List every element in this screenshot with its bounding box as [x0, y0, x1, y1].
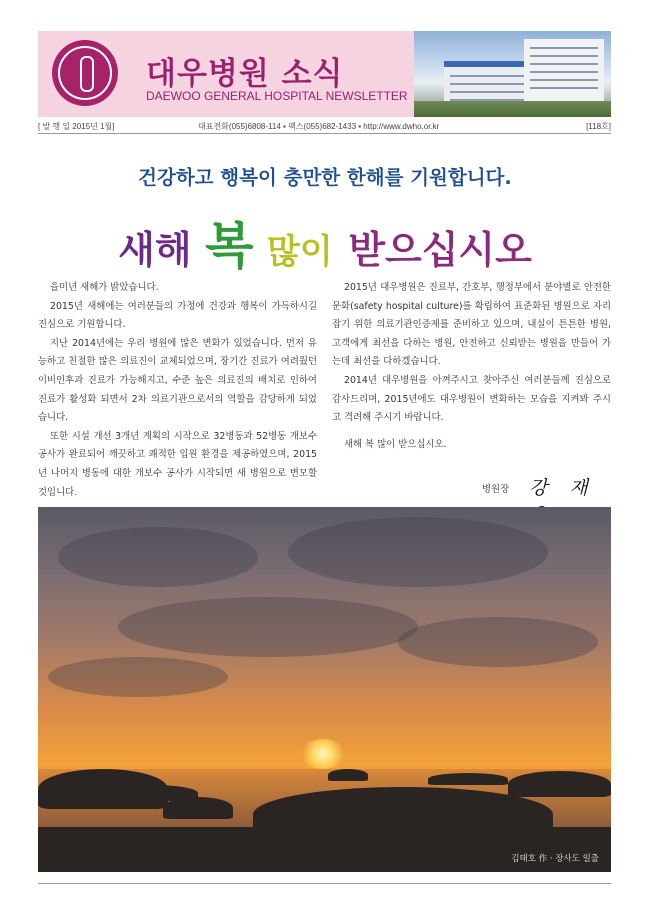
headline: 건강하고 행복이 충만한 한해를 기원합니다.	[138, 166, 512, 189]
signer-role: 병원장	[482, 484, 510, 495]
issue-info-bar	[38, 119, 611, 134]
greeting-word: 복	[205, 216, 254, 275]
newsletter-title: 대우병원 소식	[146, 56, 344, 92]
issue-date: [ 발 행 일 2015년 1월]	[38, 122, 115, 131]
footer-divider	[38, 883, 611, 884]
paragraph: 2014년 대우병원을 아껴주시고 찾아주신 여러분들께 진심으로 감사드리며, 2015년에도 대우병원이 변화하는 모습을 지켜봐 주시고 격려해 주시기 바랍니다.	[332, 374, 611, 424]
issue-number: [118호]	[586, 122, 611, 131]
paragraph: 을미년 새해가 밝았습니다.	[50, 282, 159, 293]
article-column-right	[332, 279, 611, 454]
greeting-word: 새해	[118, 227, 192, 272]
newsletter-banner	[38, 31, 611, 117]
hospital-logo	[52, 40, 118, 106]
signature-block	[332, 477, 611, 501]
hospital-building-photo	[414, 31, 611, 117]
photo-caption: 김태호 作 · 장사도 일출	[511, 854, 599, 864]
greeting-word: 많이	[267, 232, 333, 272]
greeting-word: 받으십시오	[348, 227, 532, 272]
handwritten-signature: 강 재	[529, 477, 596, 499]
paragraph: 2015년 대우병원은 진료부, 간호부, 행정부에서 분야별로 안전한 문화(safety hospital culture)를 확립하여 표준화된 병원으로 자리 잡기 위한 의료기관인증제를 준비하고 있으며, 내실이 튼튼한 병원, 고객에게 최선을 다하는 병원, 안전하고 신뢰받는 병원을 만들어 가는데 최선을 다하겠습니다.	[332, 282, 611, 368]
article-column-left	[38, 279, 317, 502]
newsletter-subtitle: DAEWOO GENERAL HOSPITAL NEWSLETTER	[146, 89, 408, 103]
contact-info: 대표전화(055)6808-114 ▪ 팩스(055)682-1433 ▪ http://www.dwho.or.kr	[198, 122, 440, 131]
new-year-greeting	[0, 206, 650, 278]
paragraph: 새해 복 많이 받으십시오.	[344, 438, 447, 450]
paragraph: 지난 2014년에는 우리 병원에 많은 변화가 있었습니다. 먼저 유능하고 친절한 많은 의료진이 교체되었으며, 장기간 진료가 여려웠던 이비인후과 진료가 가능해지고, 수준 높은 의료진의 배치로 인하여 진료가 활성화 되면서 2차 의료기관으로서의 역할을 감당하게 되었습니다.	[38, 337, 317, 424]
paragraph: 또한 시설 개선 3개년 계획의 시작으로 32병동과 52병동 개보수공사가 완료되어 깨끗하고 쾌적한 입원 환경을 제공하였으며, 2015년 나머지 병동에 대한 개보수 공사가 시작되면 새 병원으로 변모할 것입니다.	[38, 430, 317, 498]
paragraph: 2015년 새해에는 여러분들의 가정에 건강과 행복이 가득하시길 진심으로 기원합니다.	[38, 300, 317, 331]
sunrise-photo	[38, 507, 611, 872]
